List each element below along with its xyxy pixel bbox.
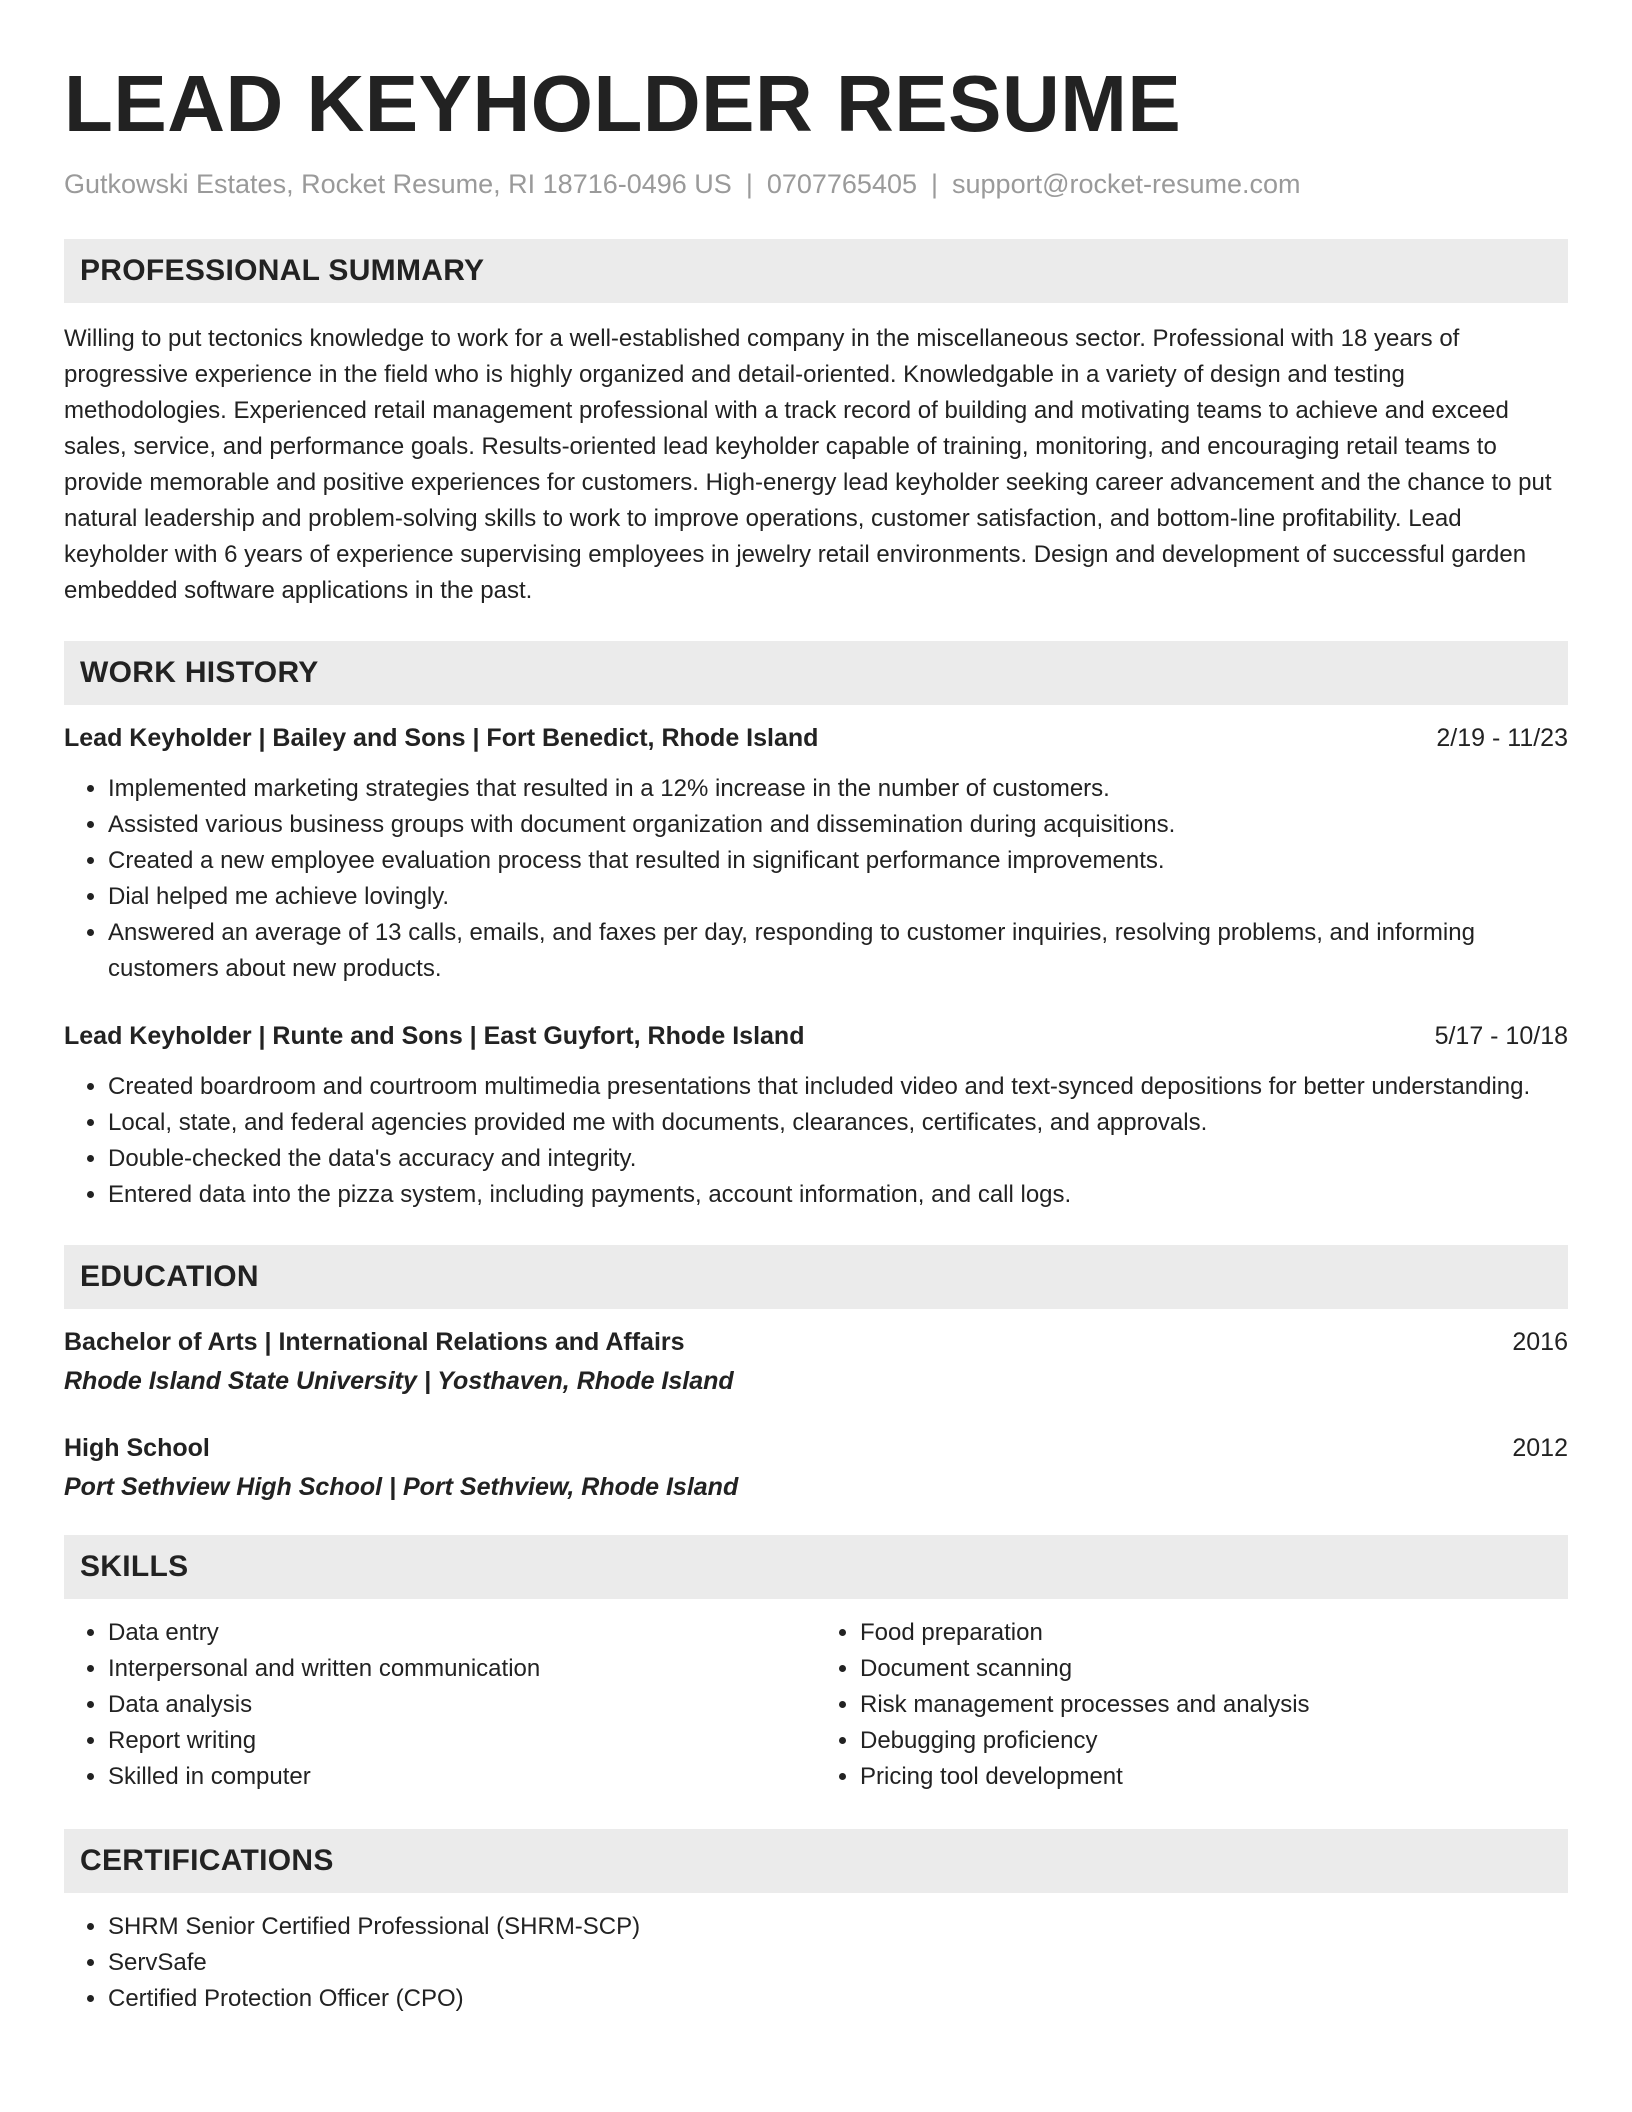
certifications-heading: CERTIFICATIONS [80, 1844, 334, 1877]
job-bullet: • Local, state, and federal agencies provided me with documents, clearances, certificates, and approvals. [108, 1105, 1568, 1141]
skill-item: • Data analysis [108, 1687, 816, 1723]
education-section-header [64, 1245, 1568, 1309]
resume-title: LEAD KEYHOLDER RESUME [64, 59, 1182, 148]
skill-item: • Document scanning [860, 1651, 1568, 1687]
skill-item: • Report writing [108, 1723, 816, 1759]
job-bullet: • Created a new employee evaluation process that resulted in significant performance improvements. [108, 843, 1568, 879]
work-heading: WORK HISTORY [80, 656, 319, 689]
certification-item: • SHRM Senior Certified Professional (SHRM-SCP) [108, 1909, 1568, 1945]
job-header [64, 1019, 1568, 1053]
contact-address: Gutkowski Estates, Rocket Resume, RI 18716-0496 US [64, 169, 732, 199]
skills-list-right [816, 1615, 1568, 1795]
job-bullet: • Entered data into the pizza system, including payments, account information, and call logs. [108, 1177, 1568, 1213]
skill-item: • Pricing tool development [860, 1759, 1568, 1795]
job-bullets [64, 771, 1568, 987]
contact-email[interactable]: support@rocket-resume.com [952, 169, 1301, 199]
education-year: 2012 [1512, 1434, 1568, 1462]
certifications-section-header [64, 1829, 1568, 1893]
education-header [64, 1325, 1568, 1359]
education-entry [64, 1431, 1568, 1505]
education-school: Port Sethview High School | Port Sethview, Rhode Island [64, 1473, 739, 1501]
skills-list-left [64, 1615, 816, 1795]
education-header [64, 1431, 1568, 1465]
job-entry [64, 1019, 1568, 1213]
certification-item: • ServSafe [108, 1945, 1568, 1981]
education-heading: EDUCATION [80, 1260, 259, 1293]
contact-separator: | [931, 169, 939, 199]
skill-item: • Food preparation [860, 1615, 1568, 1651]
work-section-header [64, 641, 1568, 705]
summary-heading: PROFESSIONAL SUMMARY [80, 254, 485, 287]
job-bullet: • Assisted various business groups with document organization and dissemination during acquisitions. [108, 807, 1568, 843]
skill-item: • Debugging proficiency [860, 1723, 1568, 1759]
skills-heading: SKILLS [80, 1550, 189, 1583]
job-header [64, 721, 1568, 755]
education-degree: High School [64, 1434, 210, 1462]
skills-columns [64, 1615, 1568, 1795]
education-entry [64, 1325, 1568, 1399]
job-bullet: • Answered an average of 13 calls, emails, and faxes per day, responding to customer inquiries, resolving problems, and informing customers about new products. [108, 915, 1568, 987]
job-bullet: • Implemented marketing strategies that resulted in a 12% increase in the number of customers. [108, 771, 1568, 807]
skill-item: • Skilled in computer [108, 1759, 816, 1795]
job-bullet: • Dial helped me achieve lovingly. [108, 879, 1568, 915]
contact-line [64, 166, 1568, 202]
contact-separator: | [745, 169, 753, 199]
job-entry [64, 721, 1568, 987]
education-year: 2016 [1512, 1328, 1568, 1356]
job-bullet: • Double-checked the data's accuracy and integrity. [108, 1141, 1568, 1177]
summary-text: Willing to put tectonics knowledge to work for a well-established company in the miscellaneous sector. Professional with 18 years of progressive experience in the field who is highly organized and detail-oriented. Knowledgable in a variety of design and testing methodologies. Experienced retail management professional with a track record of building and motivating teams to achieve and exceed sales, service, and performance goals. Results-oriented lead keyholder capable of training, monitoring, and encouraging retail teams to provide memorable and positive experiences for customers. High-energy lead keyholder seeking career advancement and the chance to put natural leadership and problem-solving skills to work to improve operations, customer satisfaction, and bottom-line profitability. Lead keyholder with 6 years of experience supervising employees in jewelry retail environments. Design and development of successful garden embedded software applications in the past. [64, 325, 1552, 604]
skills-section-header [64, 1535, 1568, 1599]
certifications-list [64, 1909, 1568, 2017]
summary-section-header [64, 239, 1568, 303]
education-degree: Bachelor of Arts | International Relations and Affairs [64, 1328, 685, 1356]
job-bullets [64, 1069, 1568, 1213]
job-bullet: • Created boardroom and courtroom multimedia presentations that included video and text-synced depositions for better understanding. [108, 1069, 1568, 1105]
job-dates: 5/17 - 10/18 [1434, 1022, 1568, 1050]
skill-item: • Interpersonal and written communication [108, 1651, 816, 1687]
contact-phone: 0707765405 [766, 169, 917, 199]
job-title: Lead Keyholder | Bailey and Sons | Fort Benedict, Rhode Island [64, 724, 819, 752]
education-school: Rhode Island State University | Yosthaven, Rhode Island [64, 1367, 734, 1395]
skill-item: • Data entry [108, 1615, 816, 1651]
job-title: Lead Keyholder | Runte and Sons | East Guyfort, Rhode Island [64, 1022, 805, 1050]
certification-item: • Certified Protection Officer (CPO) [108, 1981, 1568, 2017]
job-dates: 2/19 - 11/23 [1436, 724, 1568, 752]
skill-item: • Risk management processes and analysis [860, 1687, 1568, 1723]
